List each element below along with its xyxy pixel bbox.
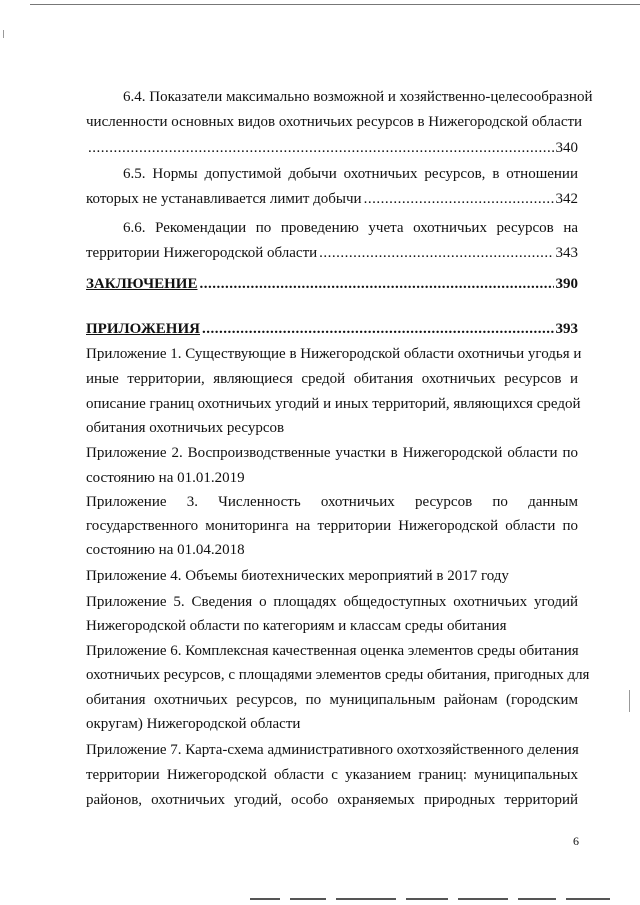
toc-conclusion-title: ЗАКЛЮЧЕНИЕ bbox=[86, 276, 198, 292]
appendix-3-line1: Приложение 3. Численность охотничьих ресурсов по данным bbox=[86, 494, 578, 510]
toc-item-6-4-page: 340 bbox=[555, 140, 578, 156]
appendix-6-line2: охотничьих ресурсов, с площадями элементов среды обитания, пригодных для bbox=[86, 667, 590, 683]
scan-mark bbox=[250, 898, 280, 900]
page-number: 6 bbox=[573, 834, 579, 848]
appendix-7-line2: территории Нижегородской области с указанием границ: муниципальных bbox=[86, 767, 578, 783]
toc-item-6-6-line1: 6.6. Рекомендации по проведению учета охотничьих ресурсов на bbox=[123, 220, 578, 236]
appendix-6-line4: округам) Нижегородской области bbox=[86, 716, 301, 732]
scan-top-edge bbox=[30, 4, 640, 5]
appendix-5-line1: Приложение 5. Сведения о площадях общедоступных охотничьих угодий bbox=[86, 594, 578, 610]
toc-item-6-5-line2 bbox=[86, 190, 578, 208]
dot-leader bbox=[364, 190, 554, 208]
scan-mark bbox=[406, 898, 448, 900]
appendix-1-line4: обитания охотничьих ресурсов bbox=[86, 420, 285, 436]
dot-leader bbox=[319, 244, 553, 262]
appendix-4-line1: Приложение 4. Объемы биотехнических мероприятий в 2017 году bbox=[86, 568, 509, 584]
dot-leader bbox=[88, 139, 554, 157]
scan-edge-mark bbox=[3, 30, 4, 38]
appendix-1-line1: Приложение 1. Существующие в Нижегородской области охотничьи угодья и bbox=[86, 346, 582, 362]
dot-leader bbox=[202, 320, 554, 338]
scan-edge-mark bbox=[629, 690, 630, 712]
appendix-2-line1: Приложение 2. Воспроизводственные участки в Нижегородской области по bbox=[86, 445, 578, 461]
appendix-7-line3: районов, охотничьих угодий, особо охраняемых природных территорий bbox=[86, 792, 578, 808]
toc-item-6-5-text: которых не устанавливается лимит добычи bbox=[86, 191, 362, 207]
appendix-1-line3: описание границ охотничьих угодий и иных территорий, являющихся средой bbox=[86, 396, 581, 412]
toc-item-6-6-page: 343 bbox=[555, 245, 578, 261]
toc-item-6-5-page: 342 bbox=[555, 191, 578, 207]
appendix-1-line2: иные территории, являющиеся средой обитания охотничьих ресурсов и bbox=[86, 371, 578, 387]
toc-item-6-5-line1: 6.5. Нормы допустимой добычи охотничьих ресурсов, в отношении bbox=[123, 166, 578, 182]
toc-item-6-6-text: территории Нижегородской области bbox=[86, 245, 318, 261]
toc-item-6-4-line2: численности основных видов охотничьих ресурсов в Нижегородской области bbox=[86, 114, 583, 130]
toc-item-6-4-leader bbox=[86, 139, 578, 157]
appendix-3-line2: государственного мониторинга на территории Нижегородской области по bbox=[86, 518, 578, 534]
appendix-6-line3: обитания охотничьих ресурсов, по муниципальным районам (городским bbox=[86, 692, 578, 708]
scan-mark bbox=[566, 898, 610, 900]
scan-mark bbox=[458, 898, 508, 900]
appendix-7-line1: Приложение 7. Карта-схема административного охотхозяйственного деления bbox=[86, 742, 579, 758]
appendix-2-line2: состоянию на 01.01.2019 bbox=[86, 470, 245, 486]
scan-bottom-marks bbox=[250, 898, 620, 902]
toc-appendices-title: ПРИЛОЖЕНИЯ bbox=[86, 321, 200, 337]
scan-mark bbox=[290, 898, 326, 900]
toc-appendices bbox=[86, 320, 578, 338]
appendix-6-line1: Приложение 6. Комплексная качественная оценка элементов среды обитания bbox=[86, 643, 579, 659]
toc-item-6-4-line1: 6.4. Показатели максимально возможной и хозяйственно-целесообразной bbox=[123, 89, 593, 105]
toc-item-6-6-line2 bbox=[86, 244, 578, 262]
scan-mark bbox=[336, 898, 396, 900]
toc-conclusion-page: 390 bbox=[555, 276, 578, 292]
toc-conclusion bbox=[86, 275, 578, 293]
dot-leader bbox=[199, 275, 553, 293]
appendix-3-line3: состоянию на 01.04.2018 bbox=[86, 542, 245, 558]
appendix-5-line2: Нижегородской области по категориям и классам среды обитания bbox=[86, 618, 507, 634]
scan-mark bbox=[518, 898, 556, 900]
toc-appendices-page: 393 bbox=[555, 321, 578, 337]
